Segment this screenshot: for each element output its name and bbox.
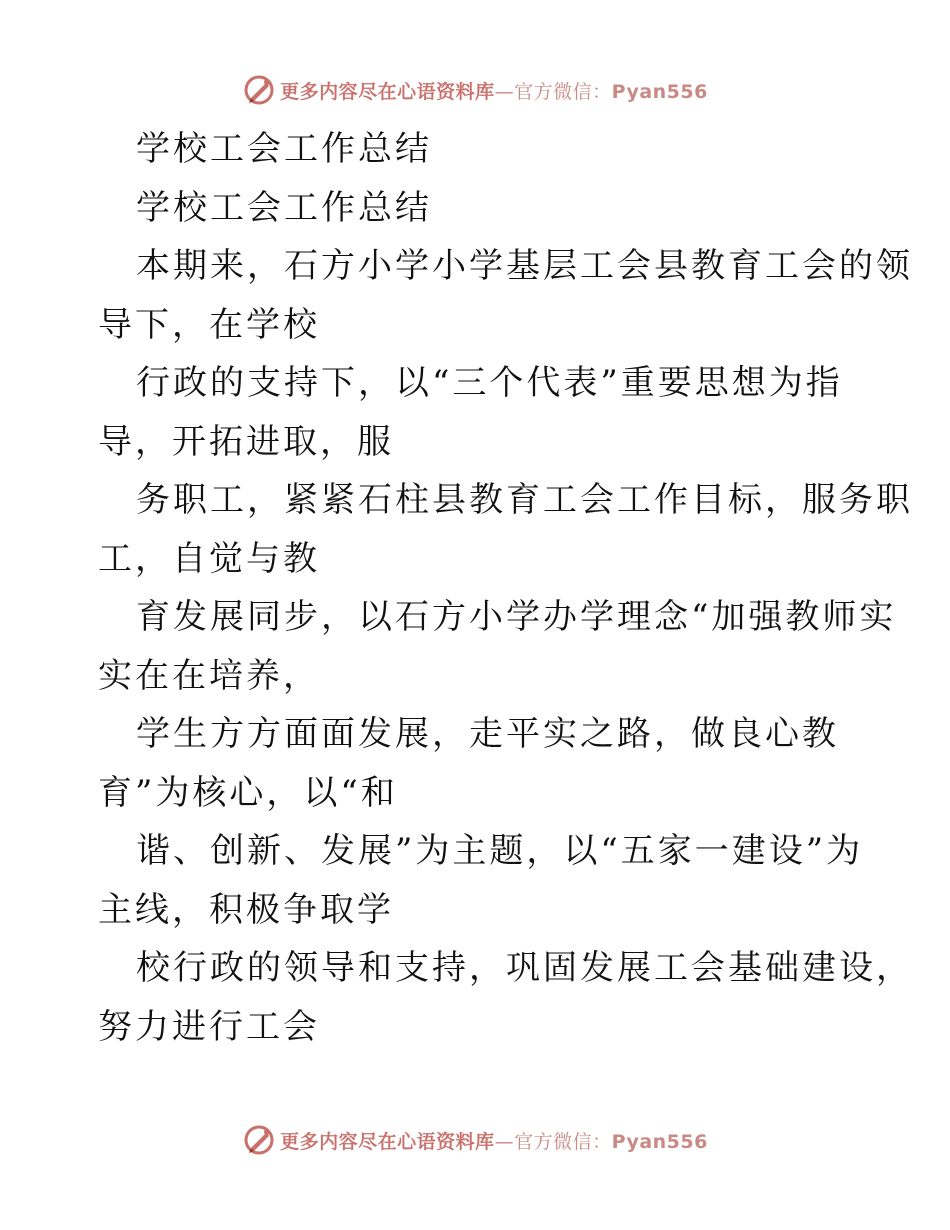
- text-line: 主线，积极争取学: [98, 889, 394, 930]
- document-body: [98, 120, 913, 1056]
- text-line: 实在在培养，: [98, 655, 320, 696]
- watermark-dash: —: [494, 1130, 515, 1153]
- pen-badge-icon: [242, 73, 276, 107]
- text-line: 行政的支持下，以“三个代表”重要思想为指: [136, 363, 843, 403]
- pen-badge-icon: [242, 1123, 276, 1157]
- text-line: 校行政的领导和支持，巩固发展工会基础建设，: [136, 948, 913, 988]
- text-line: 学校工会工作总结: [136, 187, 432, 228]
- text-line: 育发展同步，以石方小学办学理念“加强教师实: [136, 597, 897, 637]
- text-line: 育”为核心，以“和: [98, 772, 398, 813]
- watermark-id: Pyan556: [611, 1130, 708, 1153]
- text-line: 导下，在学校: [98, 304, 320, 345]
- header-watermark: [0, 70, 950, 110]
- watermark-label: 官方微信：: [514, 1130, 612, 1153]
- text-line: 本期来，石方小学小学基层工会县教育工会的领: [136, 246, 913, 286]
- watermark-brand: 更多内容尽在心语资料库: [280, 1130, 495, 1153]
- text-line: 学生方方面面发展，走平实之路，做良心教: [136, 714, 839, 754]
- text-line: 务职工，紧紧石柱县教育工会工作目标，服务职: [136, 480, 913, 520]
- text-line: 学校工会工作总结: [136, 129, 432, 169]
- watermark-brand: 更多内容尽在心语资料库: [280, 80, 495, 103]
- watermark-id: Pyan556: [611, 80, 708, 103]
- footer-watermark: [0, 1120, 950, 1160]
- text-line: 工，自觉与教: [98, 538, 320, 579]
- text-line: 努力进行工会: [98, 1006, 320, 1047]
- text-line: 导，开拓进取，服: [98, 421, 394, 462]
- watermark-dash: —: [494, 80, 515, 103]
- watermark-label: 官方微信：: [514, 80, 612, 103]
- text-line: 谐、创新、发展”为主题，以“五家一建设”为: [136, 831, 864, 871]
